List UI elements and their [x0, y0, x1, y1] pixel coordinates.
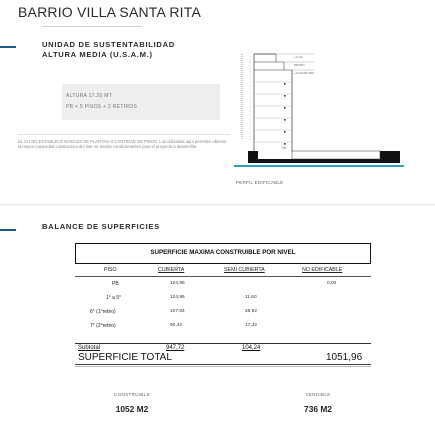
- row-cubierta: 90,32: [170, 323, 183, 328]
- section-divider: [0, 204, 435, 205]
- max-height-text: ALTURA 17.20 MT: [66, 93, 113, 99]
- row-no-edificable: 0,00: [327, 281, 337, 286]
- construible-value: 1052 M2: [115, 404, 149, 414]
- header-piso: PISO: [104, 267, 117, 273]
- building-profile-diagram: [234, 48, 404, 188]
- row-cubierta: 124,96: [170, 281, 185, 286]
- floors-text: PB + 5 PISOS + 2 RETIROS: [66, 104, 138, 110]
- section-accent-dash: [0, 46, 16, 48]
- header-cubierta: CUBIERTA: [158, 267, 185, 273]
- row-semi-cubierta: 17,32: [245, 323, 258, 328]
- vendible-value: 736 M2: [304, 404, 332, 414]
- surface-table-title-box: [75, 243, 371, 264]
- section-title-line2: ALTURA MEDIA (U.S.A.M.): [42, 50, 153, 59]
- row-semi-cubierta: 28,92: [245, 309, 258, 314]
- tag-mid-level: RETIRO: [294, 63, 305, 67]
- title-underline: [42, 26, 142, 27]
- profile-label: PERFIL EDIFICABLE: [236, 180, 284, 185]
- disclaimer-note: EL CU NO ESTABLECE NIVELES DE PLANTAS O CANTIDAD DE PISOS. Las utilizadas aquí permiten obtener la mayor capacidad constructiva del lote no siendo condicionantes para el proyecto a desarrollar.: [18, 139, 227, 150]
- row-cubierta: 107,84: [170, 309, 185, 314]
- tag-mid2-level: +14.20 RETIRO: [294, 71, 314, 75]
- note-divider: [18, 134, 230, 135]
- header-no-edificable: NO EDIFICABLE: [302, 267, 343, 273]
- row-floor: 7° (2°retiro): [90, 323, 116, 329]
- tag-top-level: +17.20: [294, 55, 303, 59]
- tag-pb-level: PB: [282, 146, 286, 150]
- header-rule: [75, 276, 371, 277]
- page-title: BARRIO VILLA SANTA RITA: [18, 4, 202, 20]
- balance-title: BALANCE DE SUPERFICIES: [42, 222, 160, 231]
- height-info-box: [62, 84, 220, 120]
- total-value: 1051,96: [326, 352, 363, 363]
- row-floor: PB: [112, 281, 119, 287]
- header-semi-cubierta: SEMI CUBIERTA: [224, 267, 265, 273]
- vendible-label: VENDIBLE: [305, 392, 331, 397]
- total-label: SUPERFICIE TOTAL: [78, 352, 172, 363]
- subtotal-cubierta: 947,72: [166, 345, 185, 351]
- subtotal-semi-cubierta: 104,24: [242, 345, 261, 351]
- subtotal-rule: [75, 343, 371, 344]
- section-title-line1: UNIDAD DE SUSTENTABILIDAD: [42, 40, 175, 49]
- section-accent-dash: [0, 229, 16, 231]
- row-floor: 1° a 5°: [106, 295, 122, 301]
- subtotal-label: Subtotal: [78, 345, 101, 351]
- total-rule-bottom: [75, 366, 371, 367]
- construible-label: CONSTRUIBLE: [114, 392, 150, 397]
- row-semi-cubierta: 11,60: [245, 295, 257, 300]
- row-floor: 6° (1°retiro): [90, 309, 116, 315]
- table-title: SUPERFICIE MAXIMA CONSTRUIBLE POR NIVEL: [150, 249, 296, 256]
- row-cubierta: 124,96: [170, 295, 185, 300]
- total-rule: [75, 364, 371, 365]
- section-title-usam: [42, 40, 175, 60]
